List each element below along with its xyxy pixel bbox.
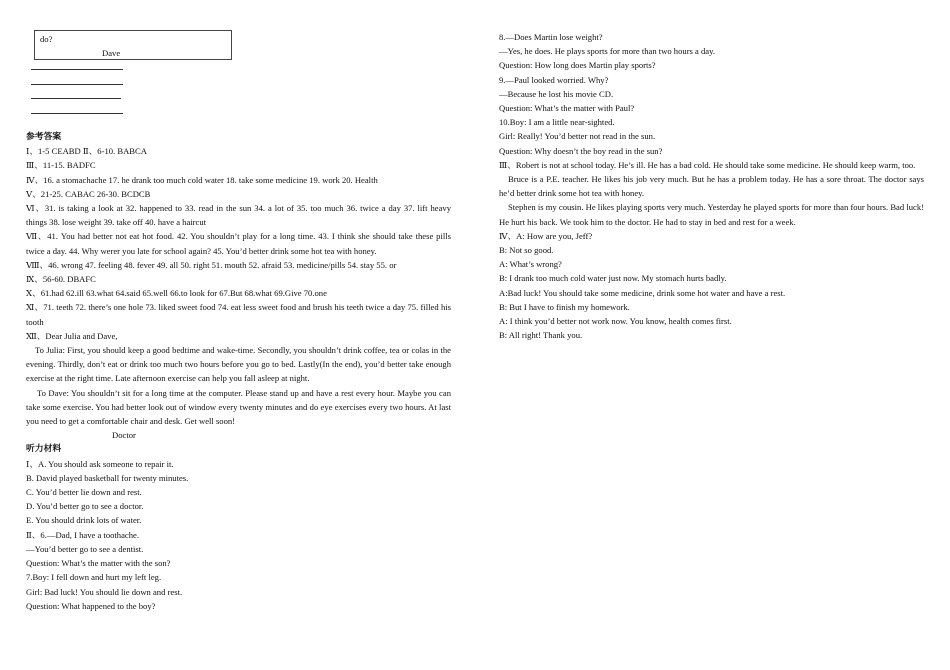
answer-line: Ⅵ、31. is taking a look at 32. happened to 33. read in the sun 34. a lot of 35. too much 36. twice a day 37. lift heavy things 38. lose weight 39. take off 40. have a haircut <box>26 203 451 228</box>
dialog-line: B: But I have to finish my homework. <box>499 301 630 312</box>
answer-line: Ⅻ、Dear Julia and Dave, <box>26 330 118 341</box>
box-question-text: do? <box>40 34 53 44</box>
letter-signature: Doctor <box>112 430 136 441</box>
dialog-line: A: I think you’d better not work now. You know, health comes first. <box>499 316 732 327</box>
answer-line: Ⅳ、16. a stomachache 17. he drank too much cold water 18. take some medicine 19. work 20. Health <box>26 174 378 185</box>
left-column <box>26 130 451 613</box>
listening-line: Ⅱ、6.—Dad, I have a toothache. <box>26 529 139 540</box>
listening-line: D. You’d better go to see a doctor. <box>26 501 144 512</box>
listening-line: 8.—Does Martin lose weight? <box>499 32 603 42</box>
answer-line: Ⅹ、61.had 62.ill 63.what 64.said 65.well 66.to look for 67.But 68.what 69.Give 70.one <box>26 288 327 299</box>
answer-line: Ⅲ、11-15. BADFC <box>26 160 96 171</box>
answer-line: Ⅺ、71. teeth 72. there’s one hole 73. liked sweet food 74. eat less sweet food and brush his teeth twice a day 75. filled his tooth <box>26 302 451 327</box>
listening-line: Question: How long does Martin play sports? <box>499 60 656 71</box>
answer-blank-line <box>31 69 123 70</box>
listening-line: Question: What happened to the boy? <box>26 600 156 611</box>
listening-line: —Because he lost his movie CD. <box>499 88 614 99</box>
dialog-line: Ⅳ、A: How are you, Jeff? <box>499 230 593 241</box>
listening-paragraph: Stephen is my cousin. He likes playing sports very much. Yesterday he played sports for more than four hours. Bad luck! He hurt his back. We took him to the doctor. He had to stay in bed and rest for a week. <box>499 202 924 227</box>
answer-line: Ⅷ、46. wrong 47. feeling 48. fever 49. all 50. right 51. mouth 52. afraid 53. medicine/pills 54. stay 55. or <box>26 259 397 270</box>
listening-line: Question: What’s the matter with the son? <box>26 558 171 569</box>
dialog-line: B: All right! Thank you. <box>499 330 583 341</box>
listening-line: Question: What’s the matter with Paul? <box>499 103 635 114</box>
letter-box <box>34 30 232 60</box>
listening-line: 9.—Paul looked worried. Why? <box>499 74 609 85</box>
dialog-line: A: What’s wrong? <box>499 259 562 270</box>
letter-dave-paragraph: To Dave: You shouldn’t sit for a long time at the computer. Please stand up and have a rest every hour. Maybe you can take some exercise. You had better look out of window every twenty minutes and do eye exercises every two hours. At last you need to get a comfortable chair and desk. Get well soon! <box>26 387 451 427</box>
box-signature: Dave <box>102 48 121 58</box>
answers-heading: 参考答案 <box>26 132 62 142</box>
listening-line: Ⅰ、A. You should ask someone to repair it. <box>26 458 174 469</box>
listening-line: —You’d better go to see a dentist. <box>26 543 144 554</box>
listening-heading: 听力材料 <box>26 444 62 455</box>
listening-paragraph: Ⅲ、Robert is not at school today. He’s ill. He has a bad cold. He should take some medicine. He should keep warm, too. <box>499 159 916 170</box>
dialog-line: B: I drank too much cold water just now. My stomach hurts badly. <box>499 273 727 284</box>
answer-line: Ⅶ、41. You had better not eat hot food. 42. You shouldn’t play for a long time. 43. I think she should take these pills twice a day. 44. Why werer you late for school again? 45. You’d better drink some hot tea with honey. <box>26 231 451 256</box>
answer-line: Ⅰ、1-5 CEABD Ⅱ、6-10. BABCA <box>26 146 147 157</box>
answer-blank-line <box>31 98 121 99</box>
letter-julia-paragraph: To Julia: First, you should keep a good bedtime and wake-time. Secondly, you shouldn’t drink coffee, tea or colas in the evening. Thirdly, don’t eat or drink too much two hours before you go to bed. Lastly(In the end), you’d better take enough exercise at the right time. Late afternoon exercise can help you fall asleep at night. <box>26 345 451 384</box>
listening-line: E. You should drink lots of water. <box>26 515 142 526</box>
right-column <box>499 30 924 342</box>
listening-line: 10.Boy: I am a little near-sighted. <box>499 117 615 128</box>
listening-paragraph: Bruce is a P.E. teacher. He likes his job very much. But he has a problem today. He has a sore throat. The doctor says he’d better drink some hot tea with honey. <box>499 174 924 199</box>
listening-line: B. David played basketball for twenty minutes. <box>26 472 189 483</box>
listening-line: Girl: Bad luck! You should lie down and rest. <box>26 586 183 597</box>
listening-line: Question: Why doesn’t the boy read in the sun? <box>499 145 663 156</box>
listening-line: —Yes, he does. He plays sports for more than two hours a day. <box>499 46 716 57</box>
answer-line: Ⅴ、21-25. CABAC 26-30. BCDCB <box>26 188 151 199</box>
answer-blank-line <box>31 84 123 85</box>
listening-line: C. You’d better lie down and rest. <box>26 487 142 498</box>
listening-line: Girl: Really! You’d better not read in the sun. <box>499 131 656 142</box>
listening-line: 7.Boy: I fell down and hurt my left leg. <box>26 572 162 583</box>
answer-blank-line <box>31 113 123 114</box>
dialog-line: B: Not so good. <box>499 245 554 256</box>
dialog-line: A:Bad luck! You should take some medicine, drink some hot water and have a rest. <box>499 287 786 298</box>
answer-line: Ⅸ、56-60. DBAFC <box>26 274 96 285</box>
